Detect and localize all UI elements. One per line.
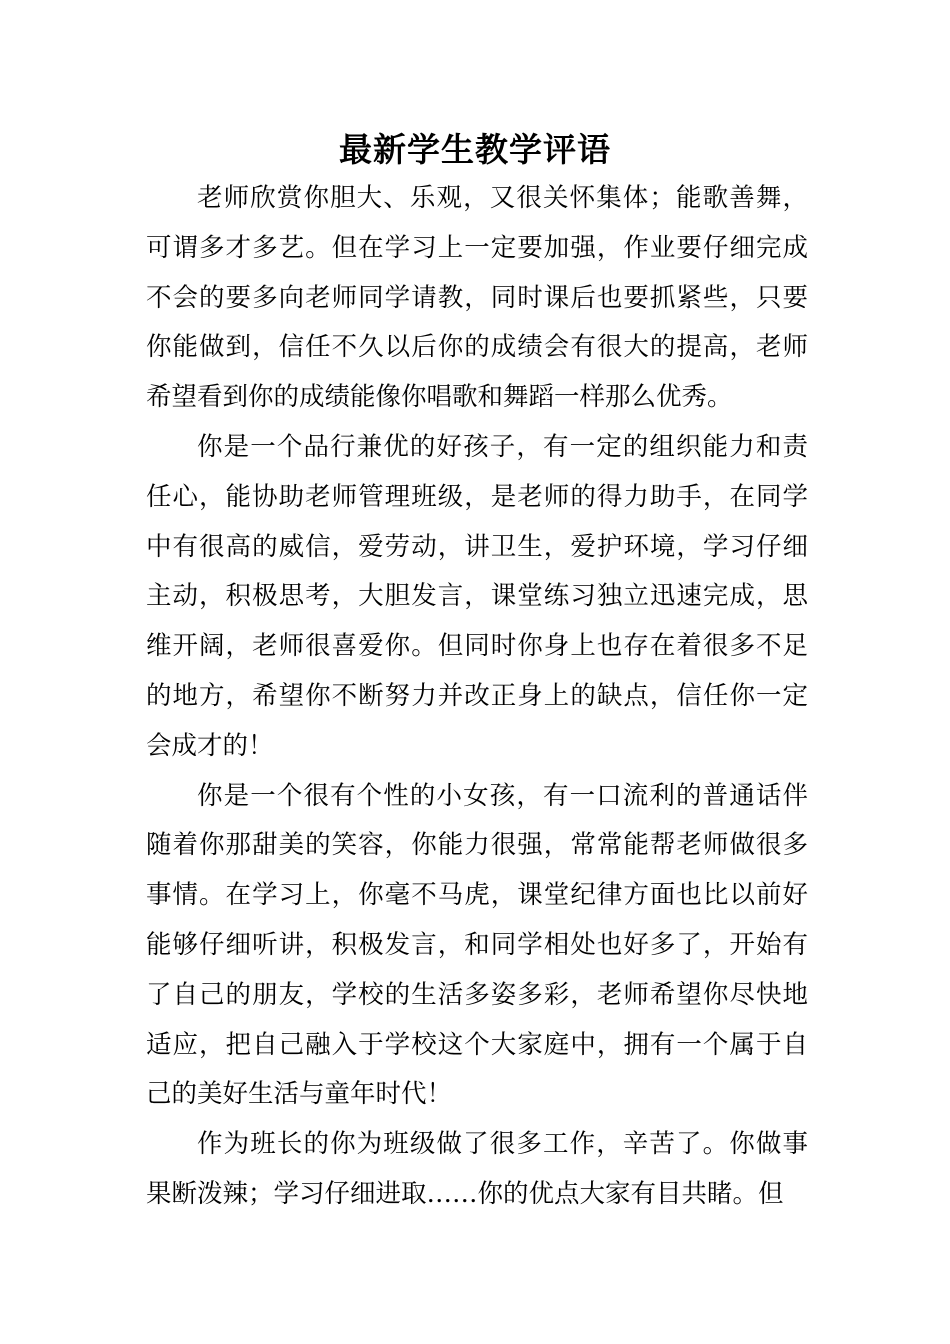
document-body [146, 174, 808, 1220]
paragraph: 你是一个品行兼优的好孩子，有一定的组织能力和责任心，能协助老师管理班级，是老师的得力助手，在同学中有很高的威信，爱劳动，讲卫生，爱护环境，学习仔细主动，积极思考，大胆发言，课堂练习独立迅速完成，思维开阔，老师很喜爱你。但同时你身上也存在着很多不足的地方，希望你不断努力并改正身上的缺点，信任你一定会成才的！ [146, 431, 808, 761]
paragraph: 作为班长的你为班级做了很多工作，辛苦了。你做事果断泼辣；学习仔细进取……你的优点大家有目共睹。但 [146, 1129, 808, 1209]
paragraph: 你是一个很有个性的小女孩，有一口流利的普通话伴随着你那甜美的笑容，你能力很强，常常能帮老师做很多事情。在学习上，你毫不马虎，课堂纪律方面也比以前好能够仔细听讲，积极发言，和同学相处也好多了，开始有了自己的朋友，学校的生活多姿多彩，老师希望你尽快地适应，把自己融入于学校这个大家庭中，拥有一个属于自己的美好生活与童年时代！ [146, 780, 808, 1110]
paragraph: 老师欣赏你胆大、乐观，又很关怀集体；能歌善舞，可谓多才多艺。但在学习上一定要加强，作业要仔细完成不会的要多向老师同学请教，同时课后也要抓紧些，只要你能做到，信任不久以后你的成绩会有很大的提高，老师希望看到你的成绩能像你唱歌和舞蹈一样那么优秀。 [146, 183, 808, 413]
document-title: 最新学生教学评语 [339, 130, 611, 169]
